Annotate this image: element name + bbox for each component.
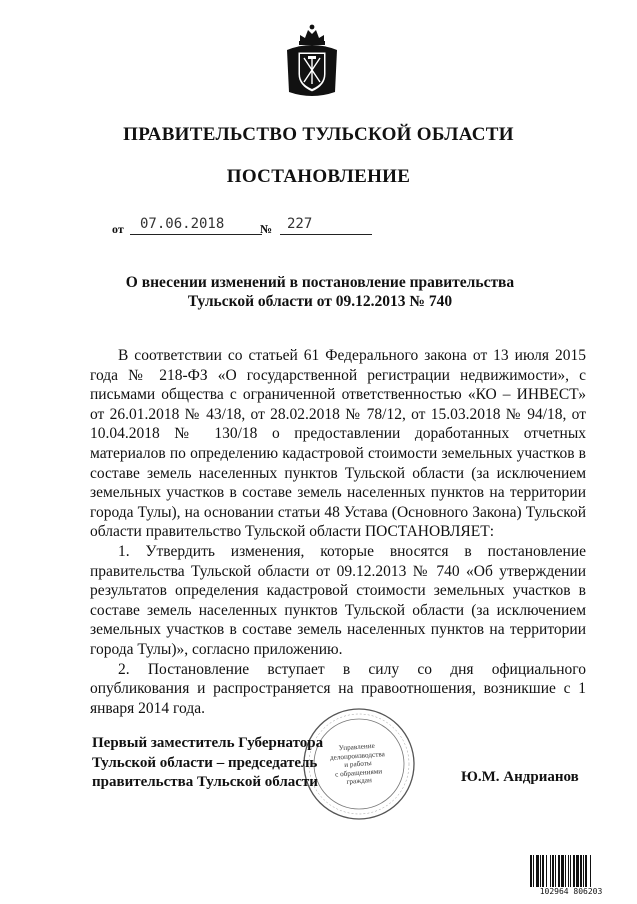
barcode-bar (555, 855, 556, 887)
barcode-bar (540, 855, 541, 887)
body-paragraph-2: 1. Утвердить изменения, которые вносятся в постановление правительства Тульской области от 09.12.2013 № 740 «Об утверждении результатов определения кадастровой стоимости земельных участков в составе земель населенных пунктов Тульской области (за исключением земельных участков в составе земель населенных пунктов на территории города Тулы)», согласно приложению. (90, 542, 586, 658)
barcode-bar (542, 855, 544, 887)
barcode-icon (529, 855, 611, 887)
barcode-bar (573, 855, 575, 887)
barcode-bar (583, 855, 584, 887)
signer-position (92, 734, 352, 793)
document-date: 07.06.2018 (140, 216, 225, 232)
barcode-bar (550, 855, 551, 887)
signer-name: Ю.М. Андрианов (461, 769, 579, 785)
stamp-line-3: и работы (343, 759, 373, 770)
stamp-line-5: граждан (346, 776, 373, 787)
barcode-bar (558, 855, 560, 887)
document-number: 227 (287, 216, 313, 232)
body-paragraph-1: В соответствии со статьей 61 Федерального закона от 13 июля 2015 года № 218-ФЗ «О государственной регистрации недвижимости», с письмами общества с ограниченной ответственностью «КО – ИНВЕСТ» от 26.01.2018 № 43/18, от 28.02.2018 № 78/12, от 15.03.2018 № 94/18, от 10.04.2018 № 130/18 о предоставлении доработанных отчетных материалов по определению кадастровой стоимости земельных участков в составе земель населенных пунктов Тульской области (за исключением земельных участков в составе земель населенных пунктов на территории города Тулы), на основании статьи 48 Устава (Основного Закона) Тульской области правительство Тульской области ПОСТАНОВЛЯЕТ: (90, 347, 586, 541)
number-underline (280, 234, 372, 235)
barcode-bar (585, 855, 587, 887)
document-subject (90, 273, 550, 311)
signer-position-line-2: Тульской области – председатель (92, 754, 318, 771)
stamp-line-4: с обращениями (334, 767, 383, 779)
barcode-bar (570, 855, 571, 887)
stamp-line-1: Управление (338, 741, 376, 753)
barcode-bar (552, 855, 554, 887)
barcode-bar (536, 855, 539, 887)
government-title: ПРАВИТЕЛЬСТВО ТУЛЬСКОЙ ОБЛАСТИ (123, 124, 514, 145)
document-body (90, 346, 586, 718)
stamp-line-2: делопроизводства (329, 749, 386, 762)
barcode-bar (576, 855, 579, 887)
date-label: от (112, 222, 124, 236)
barcode-bar (580, 855, 582, 887)
barcode-number: 102964 806203 (539, 887, 603, 896)
coat-of-arms-icon (283, 22, 341, 100)
barcode-bar (568, 855, 569, 887)
barcode-bar (546, 855, 547, 887)
barcode-bar (561, 855, 564, 887)
barcode-bar (565, 855, 566, 887)
subject-line-2: Тульской области от 09.12.2013 № 740 (187, 293, 453, 310)
signer-position-line-3: правительства Тульской области (92, 774, 318, 790)
barcode-bar (530, 855, 532, 887)
date-underline (130, 234, 262, 235)
barcode-bar (590, 855, 591, 887)
signer-position-line-1: Первый заместитель Губернатора (92, 735, 324, 751)
body-paragraph-3: 2. Постановление вступает в силу со дня официального опубликования и распространяется на правоотношения, возникшие с 1 января 2014 года. (90, 660, 586, 717)
number-label: № (260, 222, 273, 236)
subject-line-1: О внесении изменений в постановление правительства (125, 274, 515, 291)
document-type: ПОСТАНОВЛЕНИЕ (226, 166, 411, 187)
barcode-bar (533, 855, 534, 887)
